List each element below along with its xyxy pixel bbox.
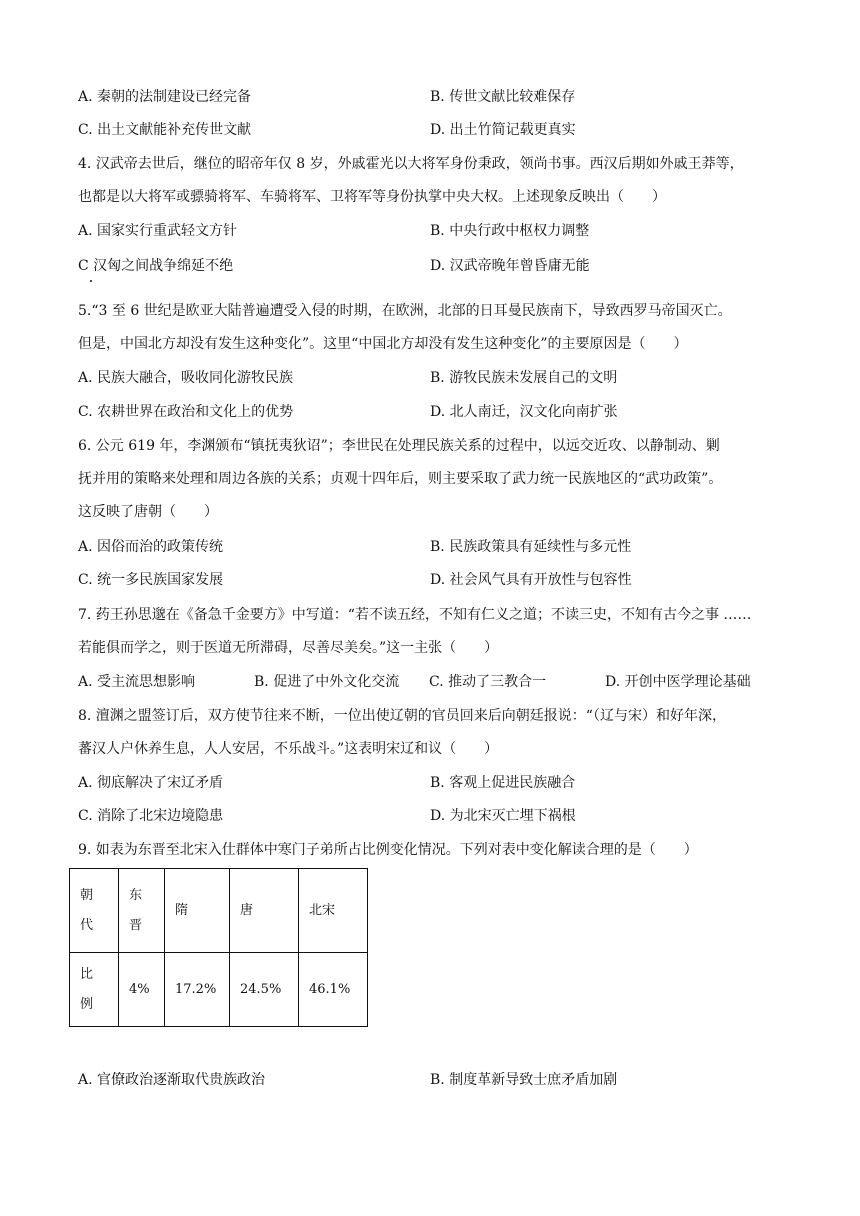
q3-option-a: A. 秦朝的法制建设已经完备 — [78, 89, 252, 105]
q8-stem-line: 8. 澶渊之盟签订后，双方使节往来不断，一位出使辽朝的官员回来后向朝廷报说：“（辽与宋）和好年深， — [78, 708, 726, 724]
q9-option-b: B. 制度革新导致士庶矛盾加剧 — [430, 1072, 618, 1088]
table-value-cell: 17.2% — [165, 953, 230, 1027]
table-row — [70, 953, 368, 1027]
q8-stem — [78, 706, 788, 772]
table-header-cell: 北宋 — [299, 869, 368, 953]
table-row-label: 朝 代 — [70, 869, 119, 953]
q4-stem-line: 也都是以大将军或骠骑将军、车骑将军、卫将军等身份执掌中央大权。上述现象反映出（ ） — [78, 189, 666, 205]
q4-option-b: B. 中央行政中枢权力调整 — [430, 223, 590, 239]
q8-option-a: A. 彻底解决了宋辽矛盾 — [78, 775, 224, 791]
q7-stem-line: 若能俱而学之，则于医道无所滞碍，尽善尽美矣。”这一主张（ ） — [78, 640, 499, 656]
table-row — [70, 869, 368, 953]
q4-option-d: D. 汉武帝晚年曾昏庸无能 — [430, 258, 590, 274]
q7-option-c: C. 推动了三教合一 — [429, 674, 547, 690]
q7-option-a: A. 受主流思想影响 — [78, 674, 196, 690]
table-row-label: 比 例 — [70, 953, 119, 1027]
q3-option-d: D. 出土竹简记载更真实 — [430, 122, 576, 138]
q5-stem-line: 但是，中国北方却没有发生这种变化”。这里“中国北方却没有发生这种变化”的主要原因是（ ） — [78, 336, 688, 352]
table-header-cell: 唐 — [230, 869, 299, 953]
q5-option-b: B. 游牧民族未发展自己的文明 — [430, 370, 618, 386]
table-value-cell: 24.5% — [230, 953, 299, 1027]
q6-option-b: B. 民族政策具有延续性与多元性 — [430, 539, 632, 555]
q4-option-a: A. 国家实行重武轻文方针 — [78, 223, 238, 239]
q7-stem-line: 7. 药王孙思邈在《备急千金要方》中写道：“若不读五经，不知有仁义之道；不读三史，不知有古今之事 …… — [78, 607, 752, 623]
q6-option-d: D. 社会风气具有开放性与包容性 — [430, 572, 632, 588]
q5-option-c: C. 农耕世界在政治和文化上的优势 — [78, 404, 294, 420]
q6-stem-line: 这反映了唐朝（ ） — [78, 504, 218, 520]
q6-stem — [78, 436, 788, 535]
table-value-cell: 46.1% — [299, 953, 368, 1027]
q5-option-a: A. 民族大融合，吸收同化游牧民族 — [78, 370, 294, 386]
q3-option-b: B. 传世文献比较难保存 — [430, 89, 576, 105]
q4-stem — [78, 154, 788, 220]
q3-option-c: C. 出土文献能补充传世文献 — [78, 122, 252, 138]
q5-option-d: D. 北人南迁，汉文化向南扩张 — [430, 404, 618, 420]
q4-option-c: C 汉匈之间战争绵延不绝 — [78, 258, 234, 274]
q6-option-c: C. 统一多民族国家发展 — [78, 572, 224, 588]
q7-option-d: D. 开创中医学理论基础 — [605, 674, 751, 690]
stray-dot — [90, 280, 92, 282]
q8-option-b: B. 客观上促进民族融合 — [430, 775, 576, 791]
q9-data-table — [69, 868, 368, 1027]
q8-stem-line: 蕃汉人户休养生息，人人安居，不乐战斗。”这表明宋辽和议（ ） — [78, 741, 499, 757]
q9-option-a: A. 官僚政治逐渐取代贵族政治 — [78, 1072, 266, 1088]
q7-stem — [78, 605, 788, 671]
q8-option-c: C. 消除了北宋边境隐患 — [78, 808, 224, 824]
table-header-cell: 东 晋 — [119, 869, 165, 953]
q4-stem-line: 4. 汉武帝去世后，继位的昭帝年仅 8 岁，外戚霍光以大将军身份秉政，领尚书事。西汉后期如外戚王莽等， — [78, 156, 744, 172]
q9-stem: 9. 如表为东晋至北宋入仕群体中寒门子弟所占比例变化情况。下列对表中变化解读合理的是（ ） — [78, 842, 698, 858]
q6-option-a: A. 因俗而治的政策传统 — [78, 539, 224, 555]
q7-option-b: B. 促进了中外文化交流 — [254, 674, 400, 690]
table-header-cell: 隋 — [165, 869, 230, 953]
q6-stem-line: 6. 公元 619 年，李渊颁布“镇抚夷狄诏”；李世民在处理民族关系的过程中，以远交近攻、以静制动、剿 — [78, 438, 720, 454]
q8-option-d: D. 为北宋灭亡埋下祸根 — [430, 808, 576, 824]
q6-stem-line: 抚并用的策略来处理和周边各族的关系；贞观十四年后，则主要采取了武力统一民族地区的“武功政策”。 — [78, 471, 723, 487]
q5-stem-line: 5.“3 至 6 世纪是欧亚大陆普遍遭受入侵的时期，在欧洲，北部的日耳曼民族南下，导致西罗马帝国灭亡。 — [78, 303, 732, 319]
table-value-cell: 4% — [119, 953, 165, 1027]
q5-stem — [78, 301, 788, 367]
